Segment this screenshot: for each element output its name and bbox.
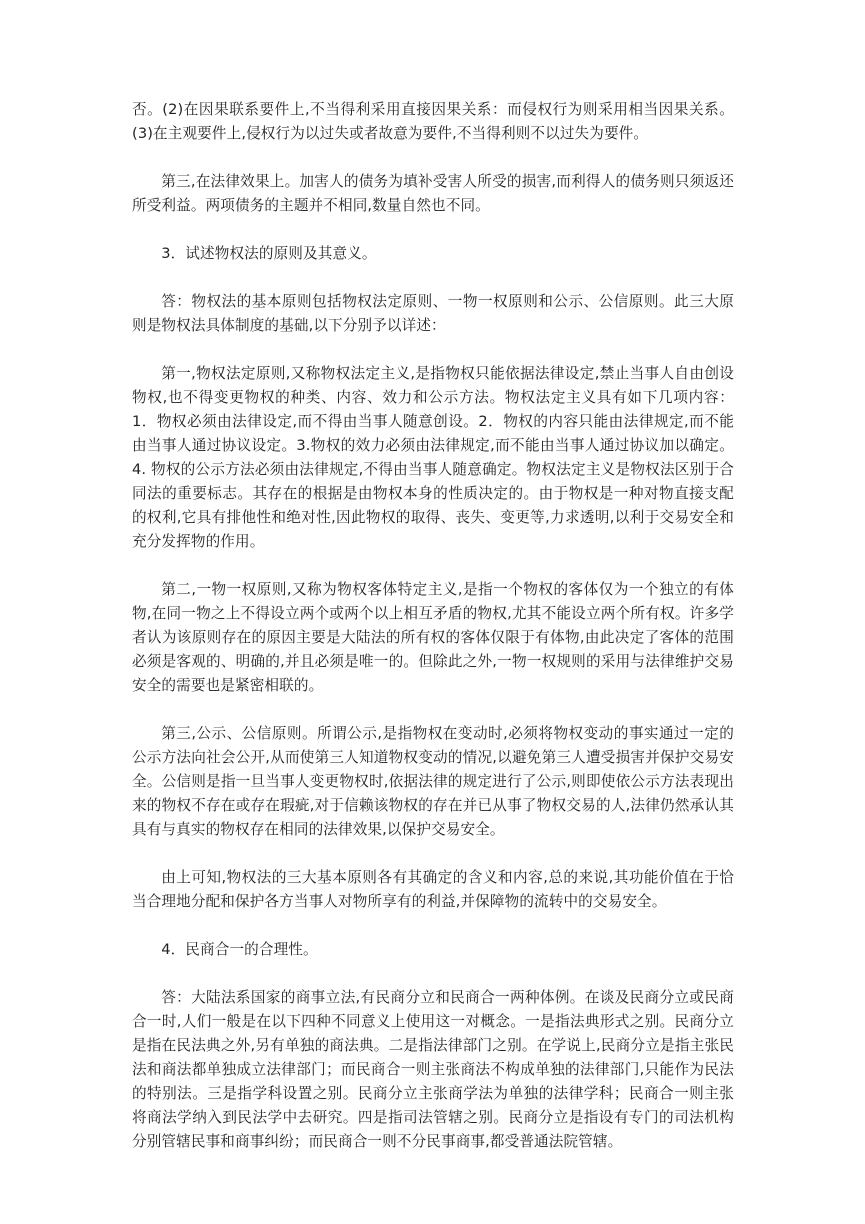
principle-3-paragraph: 第三,公示、公信原则。所谓公示,是指物权在变动时,必须将物权变动的事实通过一定的公示方法向社会公开,从而使第三人知道物权变动的情况,以避免第三人遭受损害并保护交易安全。公信则是指一旦当事人变更物权时,依据法律的规定进行了公示,则即使依公示方法表现出来的物权不存在或存在瑕疵,对于信赖该物权的存在并已从事了物权交易的人,法律仍然承认其具有与真实的物权存在相同的法律效果,以保护交易安全。 [132,725,734,838]
principle-2-paragraph: 第二,一物一权原则,又称为物权客体特定主义,是指一个物权的客体仅为一个独立的有体物,在同一物之上不得设立两个或两个以上相互矛盾的物权,尤其不能设立两个所有权。许多学者认为该原则存在的原因主要是大陆法的所有权的客体仅限于有体物,由此决定了客体的范围必须是客观的、明确的,并且必须是唯一的。但除此之外,一物一权规则的采用与法律维护交易安全的需要也是紧密相联的。 [132,581,734,694]
conclusion-paragraph: 由上可知,物权法的三大基本原则各有其确定的含义和内容,总的来说,其功能价值在于恰当合理地分配和保护各方当事人对物所享有的利益,并保障物的流转中的交易安全。 [132,869,734,910]
principle-1-paragraph: 第一,物权法定原则,又称物权法定主义,是指物权只能依据法律设定,禁止当事人自由创设物权,也不得变更物权的种类、内容、效力和公示方法。物权法定主义具有如下几项内容：1．物权必须由法律设定,而不得由当事人随意创设。2．物权的内容只能由法律规定,而不能由当事人通过协议设定。3.物权的效力必须由法律规定,而不能由当事人通过协议加以确定。4. 物权的公示方法必须由法律规定,不得由当事人随意确定。物权法定主义是物权法区别于合同法的重要标志。其存在的根据是由物权本身的性质决定的。由于物权是一种对物直接支配的权利,它具有排他性和绝对性,因此物权的取得、丧失、变更等,力求透明,以利于交易安全和充分发挥物的作用。 [132,365,734,550]
question-4-heading: 4．民商合一的合理性。 [161,941,318,958]
paragraph-legal-effect: 第三,在法律效果上。加害人的债务为填补受害人所受的损害,而利得人的债务则只须返还所受利益。两项债务的主题并不相同,数量自然也不同。 [132,173,734,214]
answer-4-paragraph: 答：大陆法系国家的商事立法,有民商分立和民商合一两种体例。在谈及民商分立或民商合一时,人们一般是在以下四种不同意义上使用这一对概念。一是指法典形式之别。民商分立是指在民法典之外,另有单独的商法典。二是指法律部门之别。在学说上,民商分立是指主张民法和商法都单独成立法律部门；而民商合一则主张商法不构成单独的法律部门,只能作为民法的特别法。三是指学科设置之别。民商分立主张商学法为单独的法律学科；民商合一则主张将商法学纳入到民法学中去研究。四是指司法管辖之别。民商分立是指设有专门的司法机构分别管辖民事和商事纠纷；而民商合一则不分民事商事,都受普通法院管辖。 [132,989,734,1150]
document-page [132,98,734,1178]
answer-3-intro: 答：物权法的基本原则包括物权法定原则、一物一权原则和公示、公信原则。此三大原则是物权法具体制度的基础,以下分别予以详述： [132,293,734,334]
question-3-heading: 3．试述物权法的原则及其意义。 [161,245,377,262]
paragraph-continuation: 否。(2)在因果联系要件上,不当得利采用直接因果关系：而侵权行为则采用相当因果关系。(3)在主观要件上,侵权行为以过失或者故意为要件,不当得利则不以过失为要件。 [132,101,734,142]
